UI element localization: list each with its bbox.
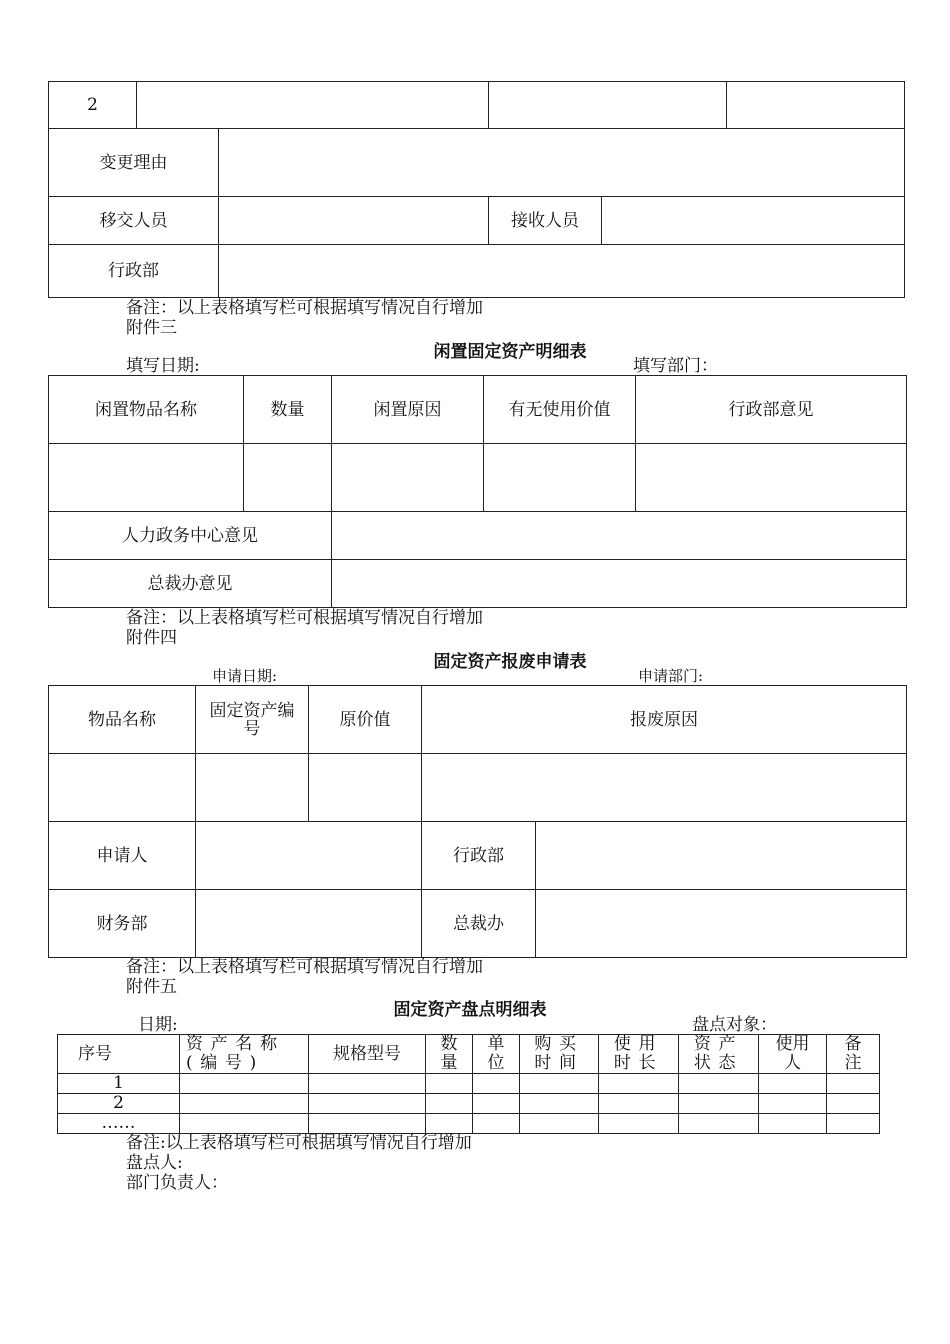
change-table [48, 81, 905, 298]
scrap-admin-field[interactable] [536, 822, 907, 890]
finance-field[interactable] [196, 890, 422, 958]
header-user: 使用人 [759, 1035, 827, 1074]
cell[interactable] [520, 1114, 599, 1134]
cell[interactable] [426, 1094, 473, 1114]
cell[interactable] [520, 1074, 599, 1094]
row2-cell-c[interactable] [489, 82, 727, 129]
dept-head-label: 部门负责人： [126, 1173, 228, 1193]
attachment-5-title: 固定资产盘点明细表 [393, 1000, 547, 1020]
row-seq: 1 [58, 1074, 180, 1094]
header-asset-name: 资产名称(编号) [180, 1035, 309, 1074]
row-seq: 2 [58, 1094, 180, 1114]
scrap-asset-number-field[interactable] [196, 754, 309, 822]
header-quantity: 数量 [244, 376, 332, 444]
idle-quantity-field[interactable] [244, 444, 332, 512]
row-number-cell: 2 [49, 82, 137, 129]
cell[interactable] [679, 1074, 759, 1094]
scrap-ceo-label: 总裁办 [422, 890, 536, 958]
table-row [58, 1114, 880, 1134]
idle-admin-opinion-field[interactable] [636, 444, 907, 512]
handover-field[interactable] [219, 197, 489, 245]
handover-label: 移交人员 [49, 197, 219, 245]
header-remarks: 备注 [827, 1035, 880, 1074]
cell[interactable] [599, 1094, 679, 1114]
cell[interactable] [426, 1114, 473, 1134]
applicant-label: 申请人 [49, 822, 196, 890]
cell[interactable] [759, 1114, 827, 1134]
ceo-opinion-label: 总裁办意见 [49, 560, 332, 608]
attachment-3-date-label: 填写日期: [126, 356, 200, 376]
idle-assets-table [48, 375, 907, 608]
cell[interactable] [309, 1074, 426, 1094]
finance-label: 财务部 [49, 890, 196, 958]
cell[interactable] [679, 1114, 759, 1134]
cell[interactable] [759, 1074, 827, 1094]
header-idle-reason: 闲置原因 [332, 376, 484, 444]
row-seq: …… [58, 1114, 180, 1134]
header-asset-number: 固定资产编号 [196, 686, 309, 754]
header-purchase-time: 购买时间 [520, 1035, 599, 1074]
scrap-application-table [48, 685, 907, 958]
table-row [58, 1094, 880, 1114]
header-item-name: 物品名称 [49, 686, 196, 754]
scrap-ceo-field[interactable] [536, 890, 907, 958]
hr-opinion-field[interactable] [332, 512, 907, 560]
attachment-5-date-label: 日期: [138, 1015, 178, 1035]
scrap-item-name-field[interactable] [49, 754, 196, 822]
note-2: 备注：以上表格填写栏可根据填写情况自行增加 [126, 608, 483, 628]
admin-field[interactable] [219, 245, 905, 298]
note-3: 备注：以上表格填写栏可根据填写情况自行增加 [126, 957, 483, 977]
cell[interactable] [473, 1094, 520, 1114]
cell[interactable] [180, 1094, 309, 1114]
attachment-3-dept-label: 填写部门： [633, 356, 718, 376]
applicant-field[interactable] [196, 822, 422, 890]
cell[interactable] [827, 1074, 880, 1094]
scrap-reason-field[interactable] [422, 754, 907, 822]
row2-cell-b[interactable] [137, 82, 489, 129]
header-usage-duration: 使用时长 [599, 1035, 679, 1074]
cell[interactable] [679, 1094, 759, 1114]
receiver-label: 接收人员 [489, 197, 602, 245]
header-admin-opinion: 行政部意见 [636, 376, 907, 444]
attachment-5-target-label: 盘点对象： [692, 1015, 777, 1035]
cell[interactable] [180, 1114, 309, 1134]
table-row [58, 1074, 880, 1094]
header-usable-value: 有无使用价值 [484, 376, 636, 444]
cell[interactable] [599, 1074, 679, 1094]
attachment-4-date-label: 申请日期: [212, 667, 278, 685]
attachment-5-label: 附件五 [126, 977, 177, 997]
header-quantity: 数量 [426, 1035, 473, 1074]
header-original-value: 原价值 [309, 686, 422, 754]
header-seq: 序号 [58, 1035, 180, 1074]
note-1: 备注：以上表格填写栏可根据填写情况自行增加 [126, 298, 483, 318]
admin-label: 行政部 [49, 245, 219, 298]
receiver-field[interactable] [602, 197, 905, 245]
hr-opinion-label: 人力政务中心意见 [49, 512, 332, 560]
idle-value-field[interactable] [484, 444, 636, 512]
change-reason-field[interactable] [219, 129, 905, 197]
change-reason-label: 变更理由 [49, 129, 219, 197]
scrap-admin-label: 行政部 [422, 822, 536, 890]
inventory-table [57, 1034, 880, 1134]
attachment-3-label: 附件三 [126, 318, 177, 338]
cell[interactable] [309, 1094, 426, 1114]
scrap-original-value-field[interactable] [309, 754, 422, 822]
cell[interactable] [599, 1114, 679, 1134]
counter-label: 盘点人: [126, 1153, 183, 1173]
cell[interactable] [827, 1094, 880, 1114]
attachment-4-title: 固定资产报废申请表 [433, 652, 587, 672]
cell[interactable] [759, 1094, 827, 1114]
cell[interactable] [426, 1074, 473, 1094]
header-unit: 单位 [473, 1035, 520, 1074]
ceo-opinion-field[interactable] [332, 560, 907, 608]
cell[interactable] [473, 1074, 520, 1094]
header-item-name: 闲置物品名称 [49, 376, 244, 444]
cell[interactable] [827, 1114, 880, 1134]
cell[interactable] [180, 1074, 309, 1094]
cell[interactable] [520, 1094, 599, 1114]
attachment-4-label: 附件四 [126, 628, 177, 648]
header-asset-status: 资产状态 [679, 1035, 759, 1074]
note-4: 备注:以上表格填写栏可根据填写情况自行增加 [126, 1133, 472, 1153]
cell[interactable] [309, 1114, 426, 1134]
header-spec-model: 规格型号 [309, 1035, 426, 1074]
attachment-3-title: 闲置固定资产明细表 [433, 342, 587, 362]
attachment-4-dept-label: 申请部门: [638, 667, 704, 685]
idle-item-name-field[interactable] [49, 444, 244, 512]
cell[interactable] [473, 1114, 520, 1134]
row2-cell-d[interactable] [727, 82, 905, 129]
header-scrap-reason: 报废原因 [422, 686, 907, 754]
idle-reason-field[interactable] [332, 444, 484, 512]
